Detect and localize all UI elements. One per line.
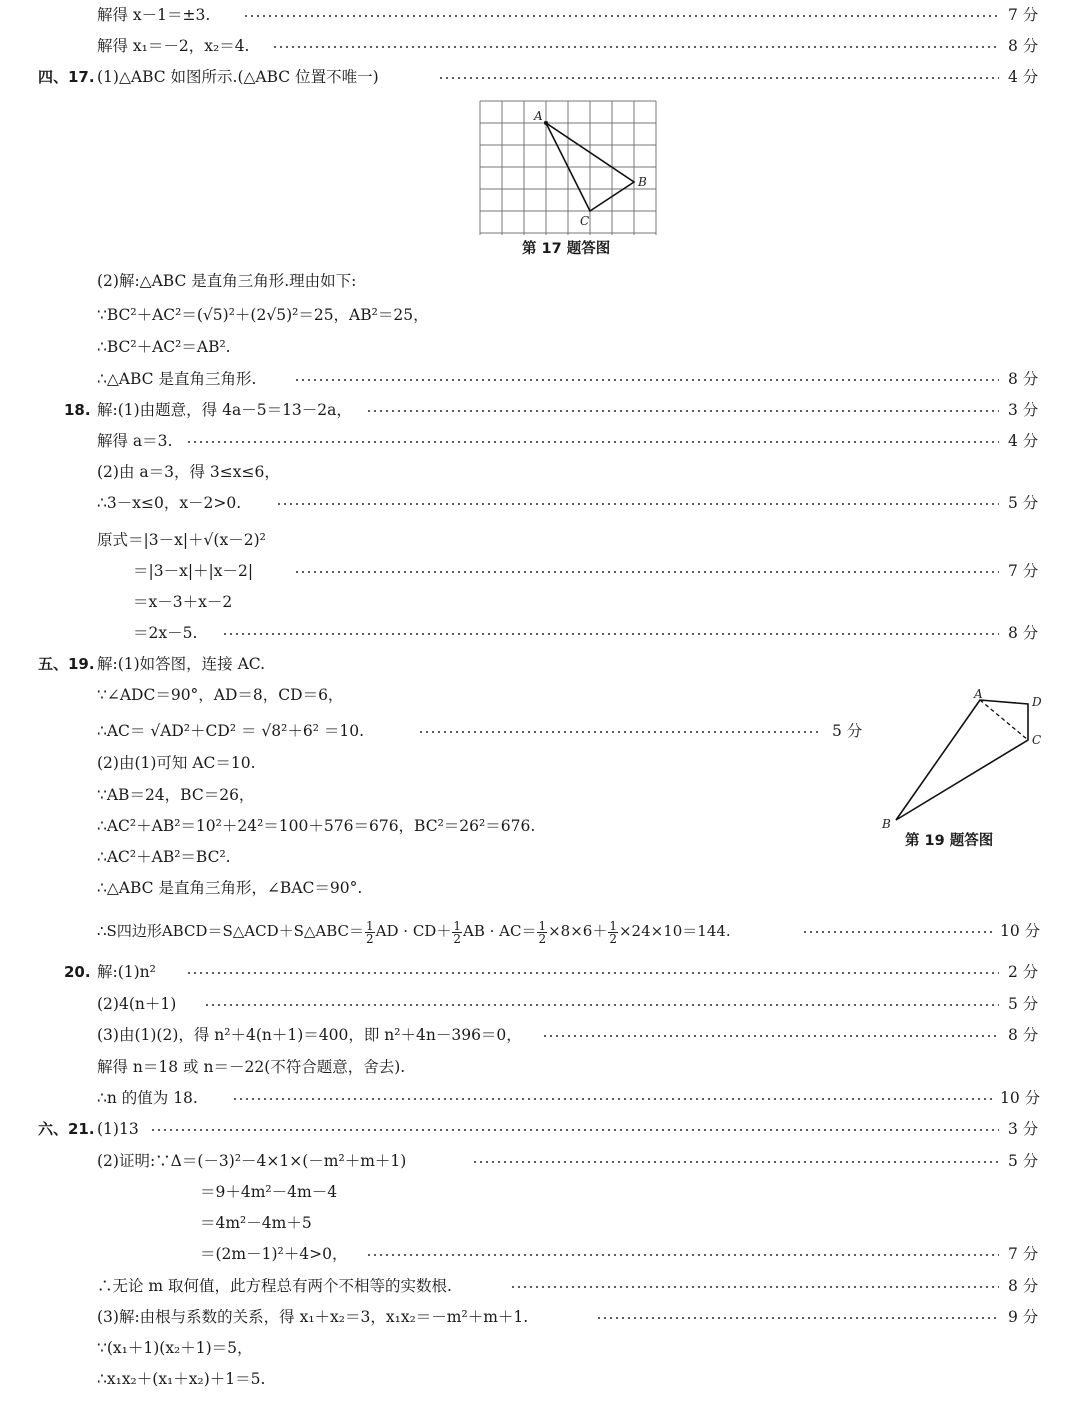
score-label: 3 分 (1008, 1120, 1039, 1138)
line-text: ＝|3－x|＋|x－2| (133, 562, 254, 580)
line-text (97, 916, 731, 946)
solution-line (0, 3, 1080, 27)
line-text: ∵(x₁＋1)(x₂＋1)＝5， (97, 1339, 253, 1357)
figure-17-caption: 第 17 题答图 (522, 241, 611, 257)
solution-line (0, 814, 1080, 838)
vertex-label: D (1032, 695, 1042, 709)
solution-line (0, 1149, 1080, 1173)
vertex-label: C (580, 214, 590, 228)
solution-line (0, 1211, 1080, 1235)
question-number: 18. (64, 401, 91, 419)
leader-dots (186, 441, 999, 443)
line-text: (2)解:△ABC 是直角三角形.理由如下: (97, 272, 357, 290)
solution-line (0, 559, 1080, 583)
solution-line (0, 1274, 1080, 1298)
score-label: 10 分 (1000, 922, 1041, 940)
fraction-half: $\frac{1}{2}$ (366, 918, 374, 946)
question-number: 20. (64, 963, 91, 981)
line-text: 解:(1)由题意，得 4a－5＝13－2a， (97, 401, 352, 419)
solution-line (0, 367, 1080, 391)
leader-dots (204, 1004, 999, 1006)
line-text: (2)4(n＋1) (97, 995, 177, 1013)
vertex-label: A (974, 687, 983, 701)
solution-line (0, 528, 1080, 552)
solution-line (0, 303, 1080, 327)
score-label: 5 分 (1008, 1152, 1039, 1170)
score-label: 9 分 (1008, 1308, 1039, 1326)
score-label: 2 分 (1008, 963, 1039, 981)
solution-line (0, 876, 1080, 900)
solution-line (0, 621, 1080, 645)
leader-dots (243, 15, 999, 17)
score-label: 8 分 (1008, 1277, 1039, 1295)
solution-line (0, 34, 1080, 58)
question-number: 六、21. (38, 1120, 95, 1138)
vertex-label: C (1032, 733, 1042, 747)
line-text: ∴△ABC 是直角三角形，∠BAC＝90°. (97, 879, 363, 897)
area-value-abc: ×24×10＝144. (618, 922, 731, 940)
line-text: ∴3－x≤0，x－2>0. (97, 494, 242, 512)
area-term-acd: AD · CD＋ (375, 922, 452, 940)
solution-line (0, 1180, 1080, 1204)
line-text: (1)△ABC 如图所示.(△ABC 位置不唯一) (97, 68, 379, 86)
solution-line (0, 491, 1080, 515)
line-text: ∴n 的值为 18. (97, 1089, 198, 1107)
solution-line (0, 1336, 1080, 1360)
leader-dots (366, 410, 999, 412)
solution-line (0, 960, 1080, 984)
line-text: ＝(2m－1)²＋4>0， (200, 1245, 348, 1263)
leader-dots (802, 931, 992, 933)
line-text: ∴x₁x₂＋(x₁＋x₂)＋1＝5. (97, 1370, 266, 1388)
leader-dots (438, 77, 999, 79)
solution-line (0, 783, 1080, 807)
score-label: 5 分 (832, 722, 863, 740)
fraction-half: $\frac{1}{2}$ (538, 918, 547, 946)
fraction-half: $\frac{1}{2}$ (609, 918, 617, 946)
line-text: ∴AC²＋AB²＝BC². (97, 848, 231, 866)
leader-dots (222, 633, 999, 635)
solution-line (0, 590, 1080, 614)
score-label: 4 分 (1008, 68, 1039, 86)
line-text: ＝9＋4m²－4m－4 (200, 1183, 338, 1201)
leader-dots (232, 1098, 992, 1100)
line-text: 解:(1)如答图，连接 AC. (97, 655, 266, 673)
leader-dots (276, 503, 999, 505)
leader-dots (150, 1129, 999, 1131)
line-text: ＝2x－5. (133, 624, 198, 642)
leader-dots (510, 1286, 999, 1288)
leader-dots (366, 1254, 999, 1256)
score-label: 10 分 (1000, 1089, 1041, 1107)
leader-dots (186, 972, 999, 974)
line-text: ＝x－3＋x－2 (133, 593, 233, 611)
line-text: ∴AC＝ √AD²＋CD² ＝ √8²＋6² ＝10. (97, 722, 365, 740)
line-text: ＝4m²－4m＋5 (200, 1214, 312, 1232)
vertex-label: A (534, 109, 543, 123)
score-label: 3 分 (1008, 401, 1039, 419)
line-text: 解:(1)n² (97, 963, 156, 981)
question-number: 五、19. (38, 655, 95, 673)
line-text: ∵∠ADC＝90°，AD＝8，CD＝6， (97, 686, 344, 704)
fraction-half: $\frac{1}{2}$ (453, 918, 461, 946)
score-label: 4 分 (1008, 432, 1039, 450)
leader-dots (418, 731, 822, 733)
line-text: (2)证明:∵Δ＝(－3)²－4×1×(－m²＋m＋1) (97, 1152, 407, 1170)
figure-17-grid-triangle (478, 100, 660, 236)
score-label: 5 分 (1008, 494, 1039, 512)
solution-line (0, 398, 1080, 422)
solution-line (0, 916, 1080, 946)
solution-line (0, 1086, 1080, 1110)
leader-dots (272, 46, 999, 48)
line-text: ∴△ABC 是直角三角形. (97, 370, 257, 388)
line-text: ∴BC²＋AC²＝AB². (97, 338, 231, 356)
question-number: 四、17. (38, 68, 95, 86)
solution-line (0, 1023, 1080, 1047)
line-text: ∴AC²＋AB²＝10²＋24²＝100＋576＝676，BC²＝26²＝676. (97, 817, 536, 835)
solution-line (0, 65, 1080, 89)
solution-line (0, 992, 1080, 1016)
score-label: 5 分 (1008, 995, 1039, 1013)
line-text: (2)由 a＝3，得 3≤x≤6， (97, 463, 280, 481)
solution-line (0, 335, 1080, 359)
solution-line (0, 1305, 1080, 1329)
score-label: 7 分 (1008, 1245, 1039, 1263)
line-text: (3)由(1)(2)，得 n²＋4(n＋1)＝400，即 n²＋4n－396＝0， (97, 1026, 522, 1044)
line-text: 解得 n＝18 或 n＝－22(不符合题意，舍去). (97, 1058, 406, 1076)
line-text: ∴无论 m 取何值，此方程总有两个不相等的实数根. (97, 1277, 452, 1295)
solution-line (0, 652, 1080, 676)
line-text: 解得 x₁＝－2，x₂＝4. (97, 37, 250, 55)
leader-dots (542, 1035, 999, 1037)
line-text: 解得 a＝3. (97, 432, 173, 450)
solution-line (0, 1055, 1080, 1079)
score-label: 8 分 (1008, 370, 1039, 388)
solution-line (0, 751, 1080, 775)
score-label: 8 分 (1008, 1026, 1039, 1044)
score-label: 8 分 (1008, 37, 1039, 55)
solution-line (0, 429, 1080, 453)
area-formula-lhs: ∴S四边形ABCD＝S△ACD＋S△ABC＝ (97, 922, 365, 940)
line-text: (3)解:由根与系数的关系，得 x₁＋x₂＝3，x₁x₂＝－m²＋m＋1. (97, 1308, 529, 1326)
solution-line (0, 1117, 1080, 1141)
leader-dots (294, 379, 999, 381)
leader-dots (294, 571, 999, 573)
line-text: ∵BC²＋AC²＝(√5)²＋(2√5)²＝25，AB²＝25， (97, 306, 429, 324)
area-term-abc: AB · AC＝ (462, 922, 537, 940)
leader-dots (596, 1317, 999, 1319)
vertex-label: B (638, 175, 647, 189)
vertex-label: B (882, 817, 891, 831)
line-text: 原式＝|3－x|＋√(x－2)² (97, 531, 266, 549)
score-label: 7 分 (1008, 6, 1039, 24)
line-text: ∵AB＝24，BC＝26， (97, 786, 255, 804)
solution-line (0, 460, 1080, 484)
figure-19-caption: 第 19 题答图 (905, 833, 994, 849)
solution-line (0, 1367, 1080, 1391)
score-label: 8 分 (1008, 624, 1039, 642)
solution-line (0, 1242, 1080, 1266)
line-text: (1)13 (97, 1120, 139, 1138)
line-text: 解得 x－1＝±3. (97, 6, 211, 24)
solution-line (0, 845, 1080, 869)
leader-dots (472, 1161, 999, 1163)
solution-line (0, 269, 1080, 293)
area-value-acd: ×8×6＋ (548, 922, 608, 940)
line-text: (2)由(1)可知 AC＝10. (97, 754, 256, 772)
score-label: 7 分 (1008, 562, 1039, 580)
